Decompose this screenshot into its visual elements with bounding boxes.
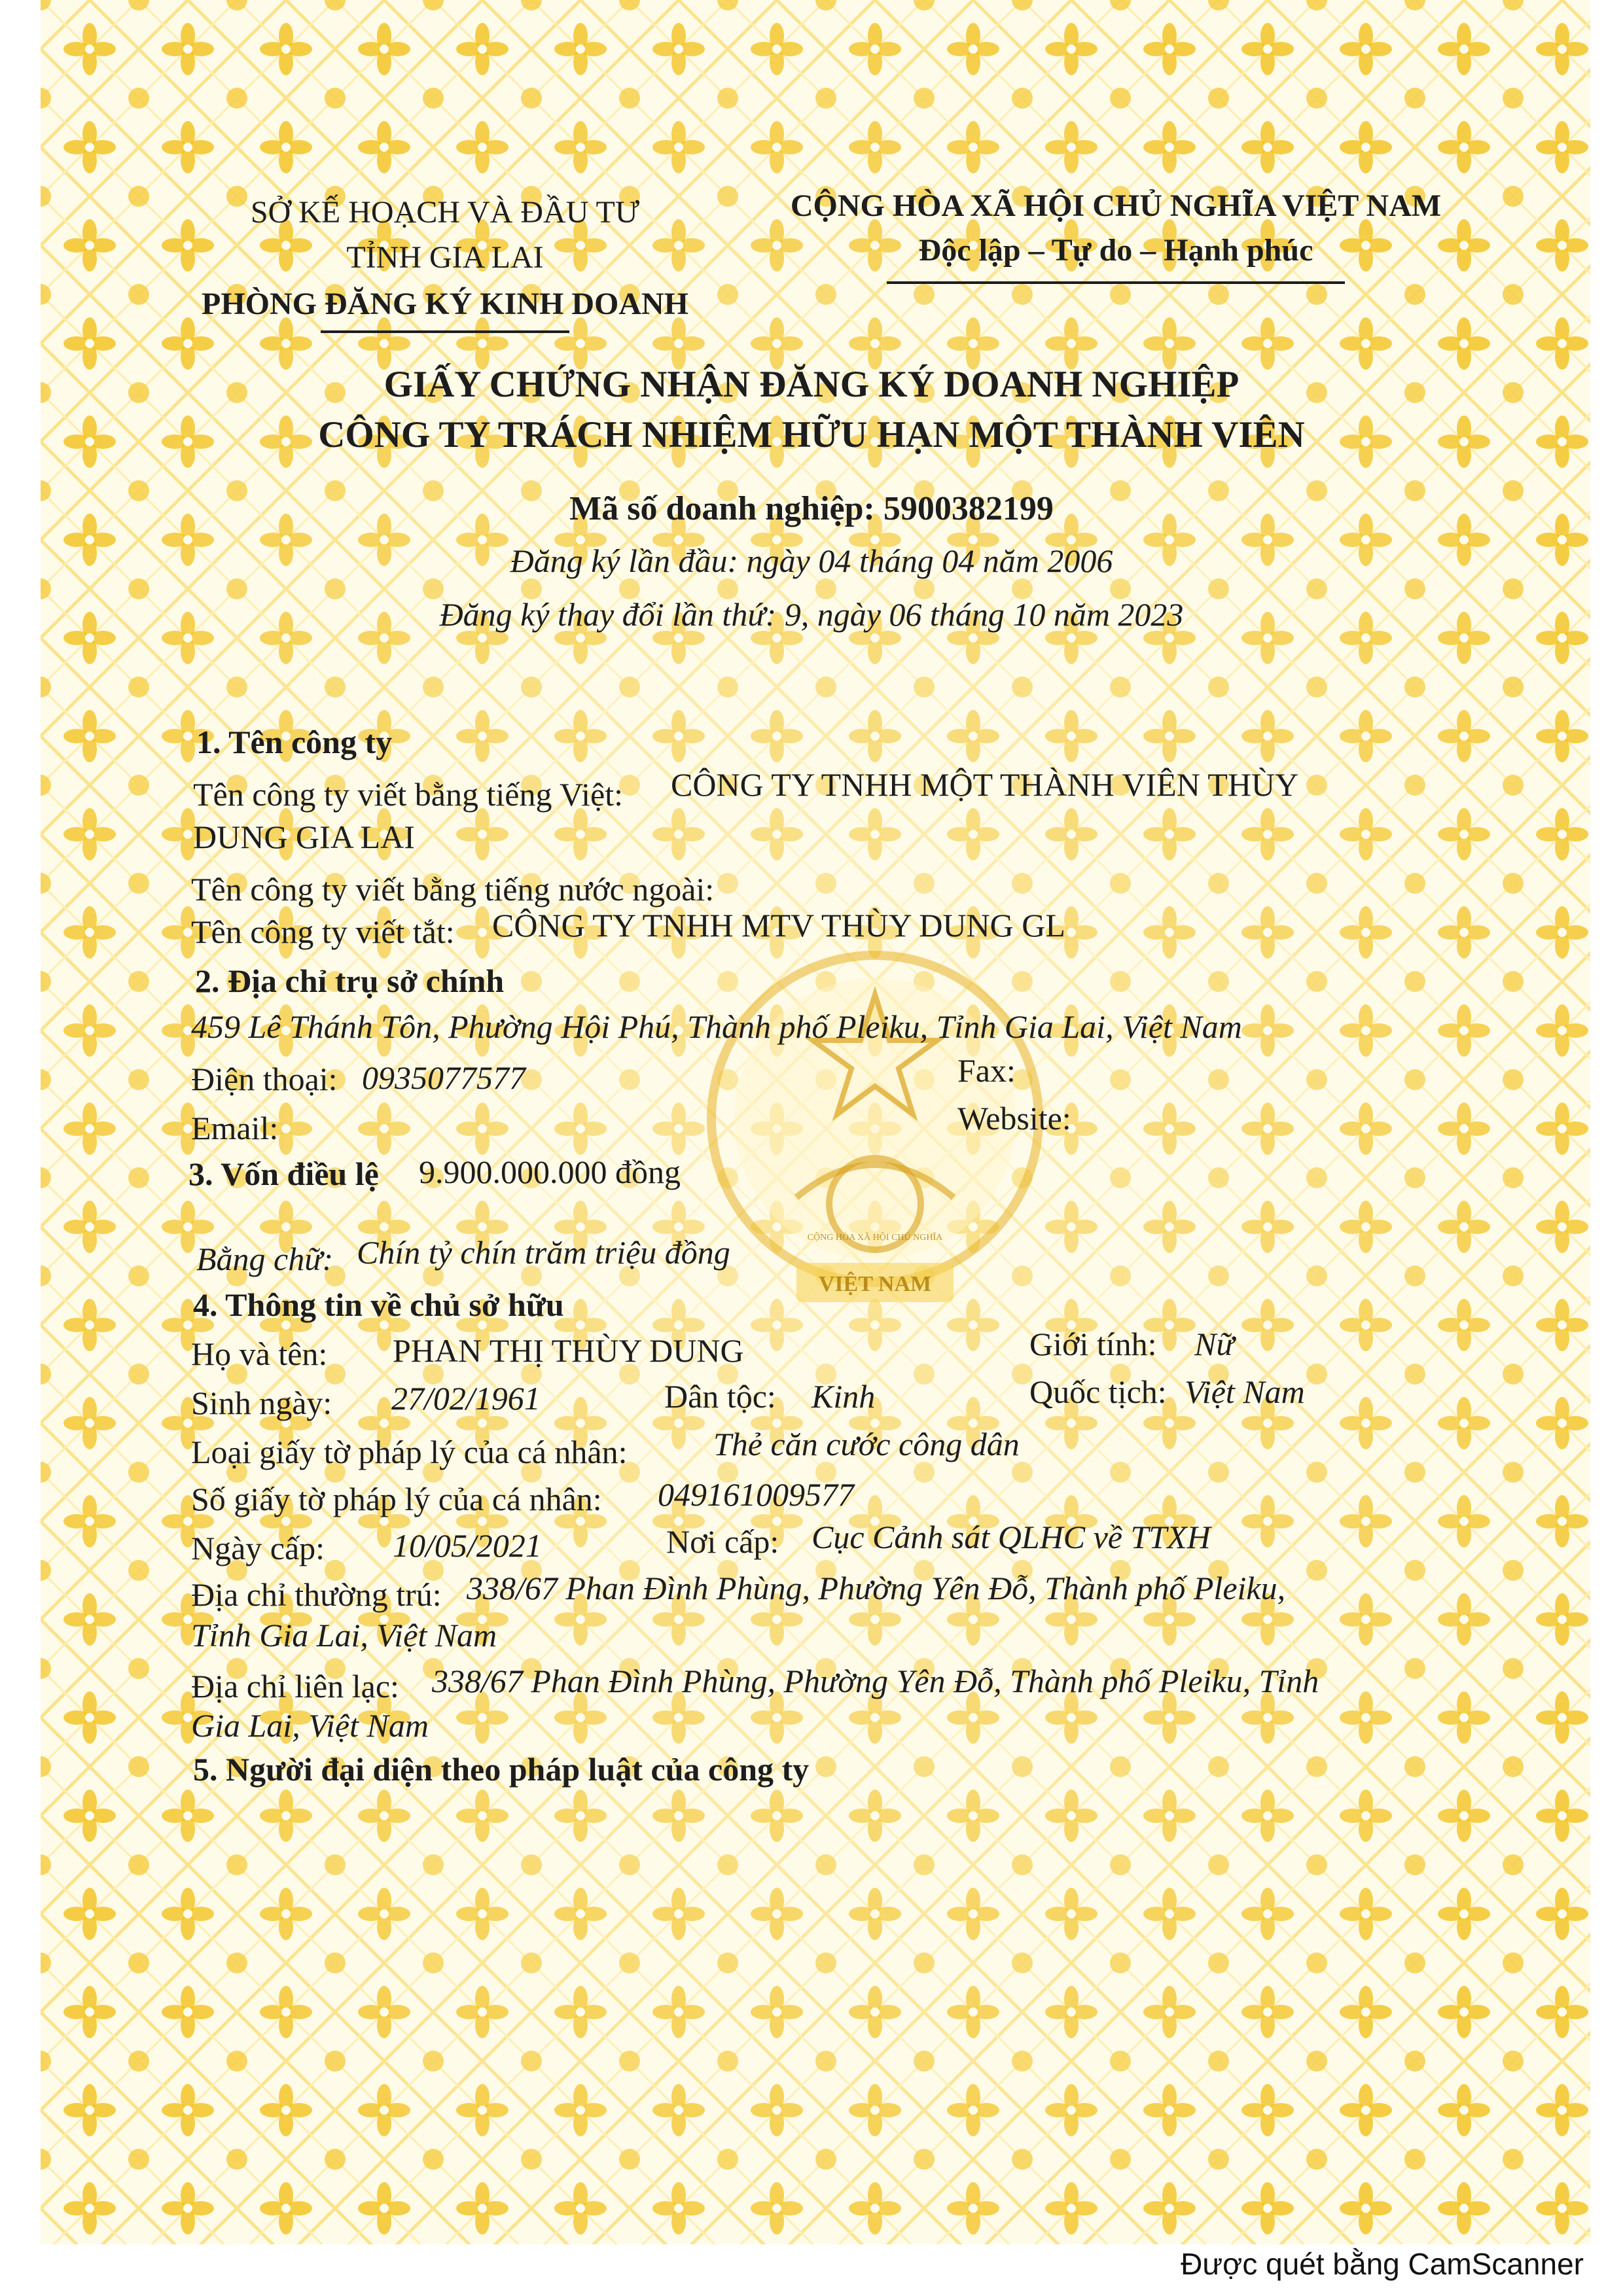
certificate-title: GIẤY CHỨNG NHẬN ĐĂNG KÝ DOANH NGHIỆP <box>383 364 1240 405</box>
issue-date-label: Ngày cấp: <box>191 1530 325 1566</box>
gender-label: Giới tính: <box>1029 1326 1157 1362</box>
header-left-line1: SỞ KẾ HOẠCH VÀ ĐẦU TƯ <box>250 195 640 230</box>
permanent-address-label: Địa chỉ thường trú: <box>191 1576 442 1613</box>
section1-heading: 1. Tên công ty <box>196 724 393 760</box>
charter-capital-value: 9.900.000.000 đồng <box>419 1154 681 1190</box>
enterprise-code: Mã số doanh nghiệp: 5900382199 <box>569 490 1054 527</box>
contact-address-value: 338/67 Phan Đình Phùng, Phường Yên Đỗ, Thành phố Pleiku, Tỉnh <box>432 1663 1319 1699</box>
fax-label: Fax: <box>957 1052 1016 1089</box>
change-registration: Đăng ký thay đổi lần thứ: 9, ngày 06 tháng 10 năm 2023 <box>439 596 1184 633</box>
vn-name-label: Tên công ty viết bằng tiếng Việt: <box>193 776 624 813</box>
section4-heading: 4. Thông tin về chủ sở hữu <box>193 1286 564 1323</box>
permanent-address-value: 338/67 Phan Đình Phùng, Phường Yên Đỗ, Thành phố Pleiku, <box>467 1570 1286 1606</box>
nationality-value: Việt Nam <box>1185 1373 1305 1410</box>
phone-label: Điện thoại: <box>191 1061 338 1097</box>
legal-doc-number-label: Số giấy tờ pháp lý của cá nhân: <box>191 1481 602 1517</box>
owner-name-value: PHAN THỊ THÙY DUNG <box>393 1332 744 1369</box>
gender-value: Nữ <box>1194 1326 1234 1362</box>
svg-text:VIỆT NAM: VIỆT NAM <box>818 1272 932 1296</box>
legal-doc-number-value: 049161009577 <box>658 1476 854 1513</box>
header-right-underline <box>887 281 1345 284</box>
short-name-label: Tên công ty viết tắt: <box>191 913 455 950</box>
section2-heading: 2. Địa chỉ trụ sở chính <box>195 963 505 999</box>
header-left-line2: TỈNH GIA LAI <box>346 240 544 275</box>
issue-place-value: Cục Cảnh sát QLHC về TTXH <box>812 1519 1211 1555</box>
vn-name-value: CÔNG TY TNHH MỘT THÀNH VIÊN THÙY <box>671 766 1299 803</box>
vn-name-value-cont: DUNG GIA LAI <box>193 819 415 855</box>
ethnic-label: Dân tộc: <box>664 1378 776 1415</box>
contact-address-label: Địa chỉ liên lạc: <box>191 1668 399 1704</box>
scanner-watermark-text: Được quét bằng CamScanner <box>1181 2247 1584 2281</box>
head-office-address: 459 Lê Thánh Tôn, Phường Hội Phú, Thành phố Pleiku, Tỉnh Gia Lai, Việt Nam <box>191 1008 1242 1045</box>
nationality-label: Quốc tịch: <box>1029 1373 1167 1410</box>
capital-in-words-value: Chín tỷ chín trăm triệu đồng <box>357 1234 730 1271</box>
phone-value: 0935077577 <box>362 1059 526 1096</box>
issue-date-value: 10/05/2021 <box>393 1527 542 1564</box>
first-registration: Đăng ký lần đầu: ngày 04 tháng 04 năm 2006 <box>510 542 1113 579</box>
header-left-line3: PHÒNG ĐĂNG KÝ KINH DOANH <box>202 287 688 321</box>
owner-name-label: Họ và tên: <box>191 1335 328 1372</box>
svg-text:CỘNG HÒA XÃ HỘI CHỦ NGHĨA: CỘNG HÒA XÃ HỘI CHỦ NGHĨA <box>807 1233 943 1243</box>
section3-heading: 3. Vốn điều lệ <box>188 1156 379 1192</box>
website-label: Website: <box>957 1100 1071 1137</box>
contact-address-value-cont: Gia Lai, Việt Nam <box>191 1707 429 1744</box>
legal-doc-type-value: Thẻ căn cước công dân <box>713 1426 1020 1462</box>
header-right-line1: CỘNG HÒA XÃ HỘI CHỦ NGHĨA VIỆT NAM <box>790 188 1442 223</box>
capital-in-words-label: Bằng chữ: <box>196 1241 334 1277</box>
permanent-address-value-cont: Tỉnh Gia Lai, Việt Nam <box>191 1617 497 1653</box>
ethnic-value: Kinh <box>812 1378 876 1415</box>
short-name-value: CÔNG TY TNHH MTV THÙY DUNG GL <box>492 907 1065 944</box>
email-label: Email: <box>191 1110 279 1146</box>
issue-place-label: Nơi cấp: <box>666 1523 779 1560</box>
foreign-name-label: Tên công ty viết bằng tiếng nước ngoài: <box>191 871 715 908</box>
company-type-title: CÔNG TY TRÁCH NHIỆM HỮU HẠN MỘT THÀNH VIÊN <box>318 414 1305 455</box>
legal-doc-type-label: Loại giấy tờ pháp lý của cá nhân: <box>191 1434 628 1470</box>
header-right-line2: Độc lập – Tự do – Hạnh phúc <box>918 233 1313 268</box>
header-left-underline <box>321 330 569 333</box>
dob-value: 27/02/1961 <box>391 1380 541 1417</box>
dob-label: Sinh ngày: <box>191 1385 332 1421</box>
section5-heading: 5. Người đại diện theo pháp luật của công ty <box>193 1751 810 1788</box>
